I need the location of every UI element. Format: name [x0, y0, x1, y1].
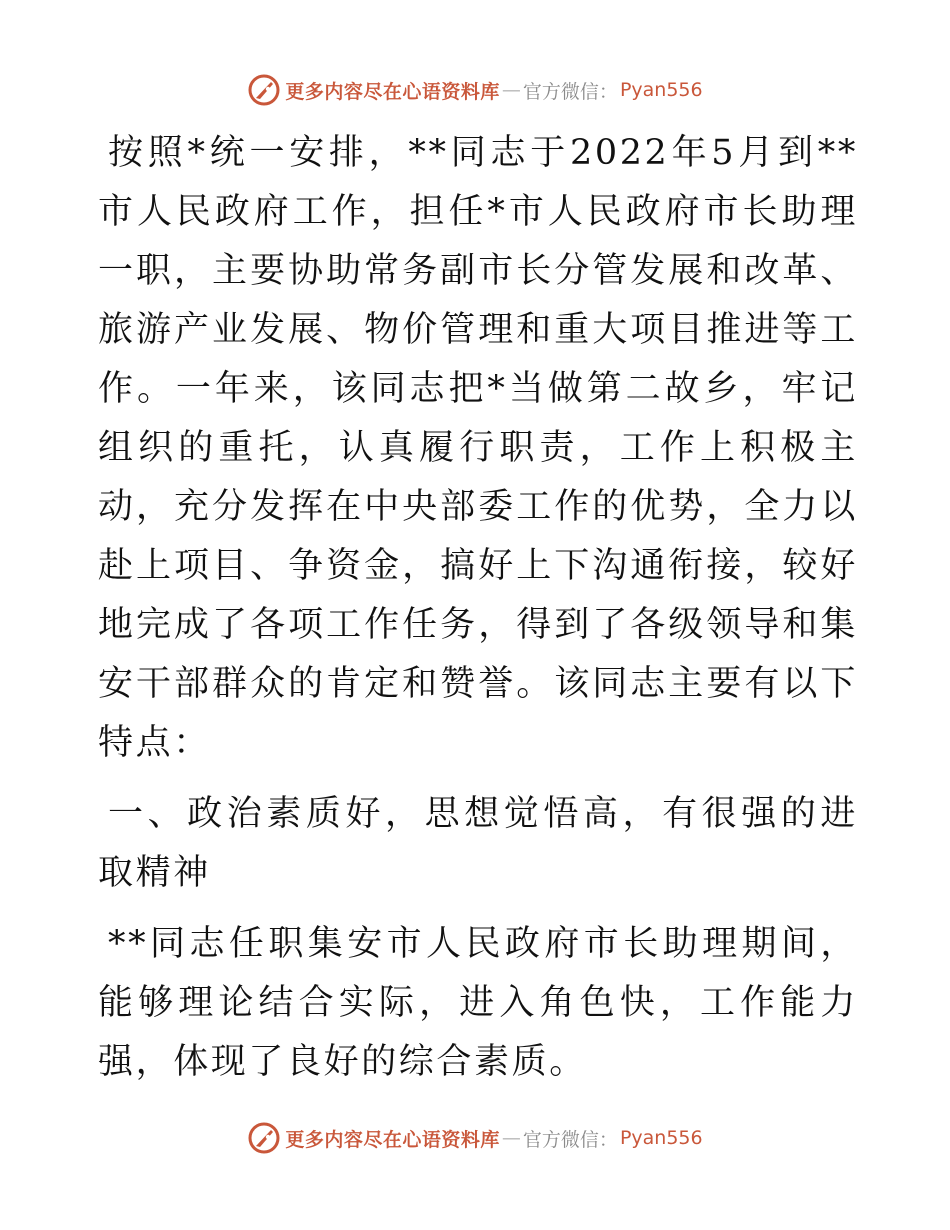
header-banner-separator: —	[501, 79, 521, 101]
footer-banner	[0, 1118, 950, 1158]
header-banner-wechat-id: Pyan556	[619, 79, 703, 101]
section-heading-1: 一、政治素质好，思想觉悟高，有很强的进取精神	[98, 794, 858, 893]
header-banner	[0, 70, 950, 110]
footer-banner-title: 更多内容尽在心语资料库	[285, 1128, 500, 1151]
body-paragraph-intro: 按照*统一安排，**同志于2022年5月到**市人民政府工作，担任*市人民政府市长助理一职，主要协助常务副市长分管发展和改革、旅游产业发展、物价管理和重大项目推进等工作。一年来，该同志把*当做第二故乡，牢记组织的重托，认真履行职责，工作上积极主动，充分发挥在中央部委工作的优势，全力以赴上项目、争资金，搞好上下沟通衔接，较好地完成了各项工作任务，得到了各级领导和集安干部群众的肯定和赞誉。该同志主要有以下特点：	[98, 133, 858, 763]
footer-banner-separator: —	[501, 1127, 521, 1149]
header-banner-title: 更多内容尽在心语资料库	[285, 80, 500, 103]
header-banner-wechat-label: 官方微信：	[522, 80, 618, 103]
quill-logo-icon	[247, 73, 281, 107]
footer-banner-wechat-label: 官方微信：	[522, 1128, 618, 1151]
quill-logo-icon	[247, 1121, 281, 1155]
body-paragraph-section-1: **同志任职集安市人民政府市长助理期间，能够理论结合实际，进入角色快，工作能力强，体现了良好的综合素质。	[98, 924, 858, 1082]
document-body	[98, 124, 858, 1092]
footer-banner-wechat-id: Pyan556	[619, 1127, 703, 1149]
